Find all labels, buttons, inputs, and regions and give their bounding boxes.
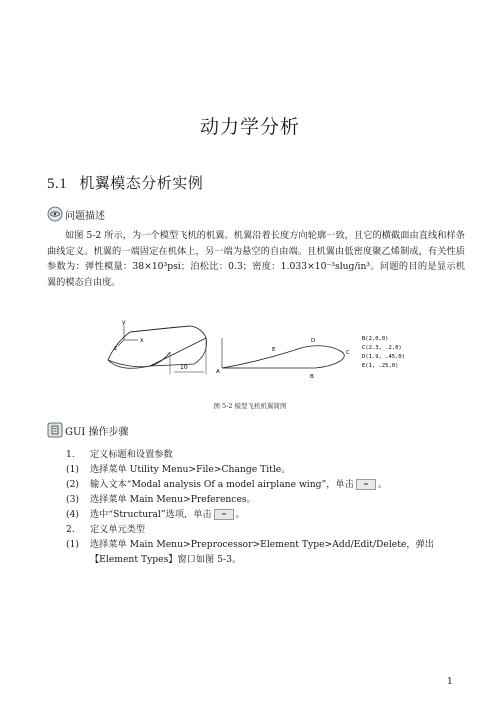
coord-b: B(2,0,0) (362, 336, 389, 342)
point-e: E (272, 347, 276, 353)
step-1-2: (2) 输入文本“Modal analysis Of a model airplane wing”，单击 。 (66, 479, 387, 490)
wing-axis-y: y (122, 319, 126, 326)
step-1-1: (1) 选择菜单 Utility Menu>File>Change Title。 (66, 464, 291, 475)
wing-length-label: 10 (180, 364, 188, 371)
step-1-3: (3) 选择菜单 Main Menu>Preferences。 (66, 494, 256, 505)
problem-paragraph: 如图 5-2 所示，为一个模型飞机的机翼。机翼沿着长度方向轮廓一致，且它的横截面由直线和样条曲线定义。机翼的一端固定在机体上，另一端为悬空的自由端。且机翼由低密度聚乙烯制成，有关性质参数为：弹性模量：38×10³psi；泊松比：0.3；密度：1.033×10⁻³slug/in³。问题的目的是显示机翼的模态自由度。 (47, 230, 465, 288)
problem-icon (47, 206, 63, 222)
wing-figure (100, 318, 406, 390)
coord-e: E(1, .25,0) (362, 363, 399, 369)
step-1: 1. 定义标题和设置参数 (66, 449, 173, 460)
point-c: C (346, 350, 350, 356)
wing-3d-drawing (108, 326, 207, 374)
gui-steps-icon (47, 422, 63, 438)
problem-heading-text: 问题描述 (65, 210, 105, 222)
step-2-1: (1) 选择菜单 Main Menu>Preprocessor>Element Type>Add/Edit/Delete，弹出【Element Types】窗口如图 5-3。 (66, 539, 434, 565)
point-a: A (216, 369, 220, 375)
wing-axis-z: z (114, 345, 118, 352)
coord-d: D(1.9, .45,0) (362, 354, 406, 360)
ok-button-image (214, 509, 234, 520)
point-d: D (311, 338, 316, 344)
chapter-title: 动力学分析 (199, 116, 300, 138)
coord-c: C(2.3, .2,0) (362, 345, 402, 351)
section-number: 5.1 (47, 176, 68, 192)
gui-heading (47, 422, 129, 438)
wing-axis-x: x (140, 337, 144, 344)
gui-heading-text: GUI 操作步骤 (65, 426, 129, 438)
point-b: B (310, 374, 314, 380)
figure-caption: 图 5-2 模型飞机机翼简图 (213, 402, 287, 410)
gui-steps (66, 447, 476, 567)
ok-button-image (356, 479, 376, 490)
step-1-4: (4) 选中“Structural”选项，单击 。 (66, 509, 245, 520)
profile-drawing (222, 338, 344, 368)
section-title (47, 172, 203, 193)
problem-heading (47, 206, 105, 222)
section-title-text: 机翼模态分析实例 (79, 174, 204, 192)
step-2: 2. 定义单元类型 (66, 524, 146, 535)
page-number: 1 (447, 677, 453, 687)
